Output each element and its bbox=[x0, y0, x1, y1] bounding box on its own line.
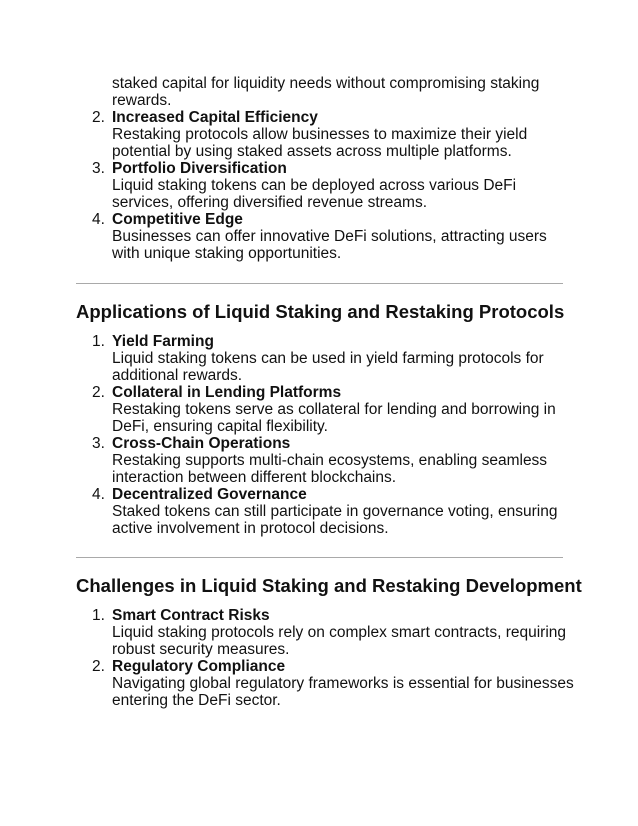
list-item-description: Liquid staking tokens can be deployed across various DeFi services, offering diversified revenue streams. bbox=[112, 177, 517, 211]
section-heading-applications: Applications of Liquid Staking and Restaking Protocols bbox=[76, 301, 565, 322]
list-item bbox=[76, 160, 576, 211]
list-item-continuation: staked capital for liquidity needs without compromising staking rewards. bbox=[112, 75, 540, 109]
list-item bbox=[76, 486, 576, 537]
section-divider bbox=[76, 557, 563, 558]
list-item-title: Portfolio Diversification bbox=[112, 160, 287, 177]
list-item bbox=[76, 109, 576, 160]
list-item bbox=[76, 211, 576, 262]
list-item-description: Restaking protocols allow businesses to maximize their yield potential by using staked assets across multiple platforms. bbox=[112, 126, 528, 160]
list-item-description: Businesses can offer innovative DeFi solutions, attracting users with unique staking opportunities. bbox=[112, 228, 547, 262]
list-item-title: Yield Farming bbox=[112, 333, 214, 350]
list-number: 4. bbox=[92, 486, 105, 503]
list-item-description: Liquid staking tokens can be used in yield farming protocols for additional rewards. bbox=[112, 350, 544, 384]
section-divider bbox=[76, 283, 563, 284]
list-item bbox=[76, 607, 576, 658]
list-number: 3. bbox=[92, 160, 105, 177]
list-item-description: Restaking tokens serve as collateral for lending and borrowing in DeFi, ensuring capital flexibility. bbox=[112, 401, 556, 435]
applications-list bbox=[76, 333, 576, 537]
list-item-description: Navigating global regulatory frameworks is essential for businesses entering the DeFi sector. bbox=[112, 675, 574, 709]
list-item-description: Liquid staking protocols rely on complex smart contracts, requiring robust security measures. bbox=[112, 624, 567, 658]
list-number: 4. bbox=[92, 211, 105, 228]
benefits-list bbox=[76, 75, 576, 262]
section-heading-challenges: Challenges in Liquid Staking and Restaking Development bbox=[76, 575, 582, 596]
list-item-title: Increased Capital Efficiency bbox=[112, 109, 318, 126]
list-item bbox=[76, 333, 576, 384]
list-item-description: Restaking supports multi-chain ecosystems, enabling seamless interaction between different blockchains. bbox=[112, 452, 548, 486]
list-item-title: Collateral in Lending Platforms bbox=[112, 384, 342, 401]
list-item bbox=[76, 658, 576, 709]
list-number: 2. bbox=[92, 384, 105, 401]
list-item-title: Regulatory Compliance bbox=[112, 658, 286, 675]
list-number: 2. bbox=[92, 658, 105, 675]
list-item-title: Decentralized Governance bbox=[112, 486, 307, 503]
list-number: 3. bbox=[92, 435, 105, 452]
list-item-title: Smart Contract Risks bbox=[112, 607, 270, 624]
list-item bbox=[76, 384, 576, 435]
list-number: 1. bbox=[92, 607, 105, 624]
list-number: 2. bbox=[92, 109, 105, 126]
list-number: 1. bbox=[92, 333, 105, 350]
list-item bbox=[76, 435, 576, 486]
list-item-description: Staked tokens can still participate in governance voting, ensuring active involvement in protocol decisions. bbox=[112, 503, 558, 537]
list-item-title: Competitive Edge bbox=[112, 211, 243, 228]
list-item-title: Cross-Chain Operations bbox=[112, 435, 291, 452]
challenges-list bbox=[76, 607, 576, 709]
